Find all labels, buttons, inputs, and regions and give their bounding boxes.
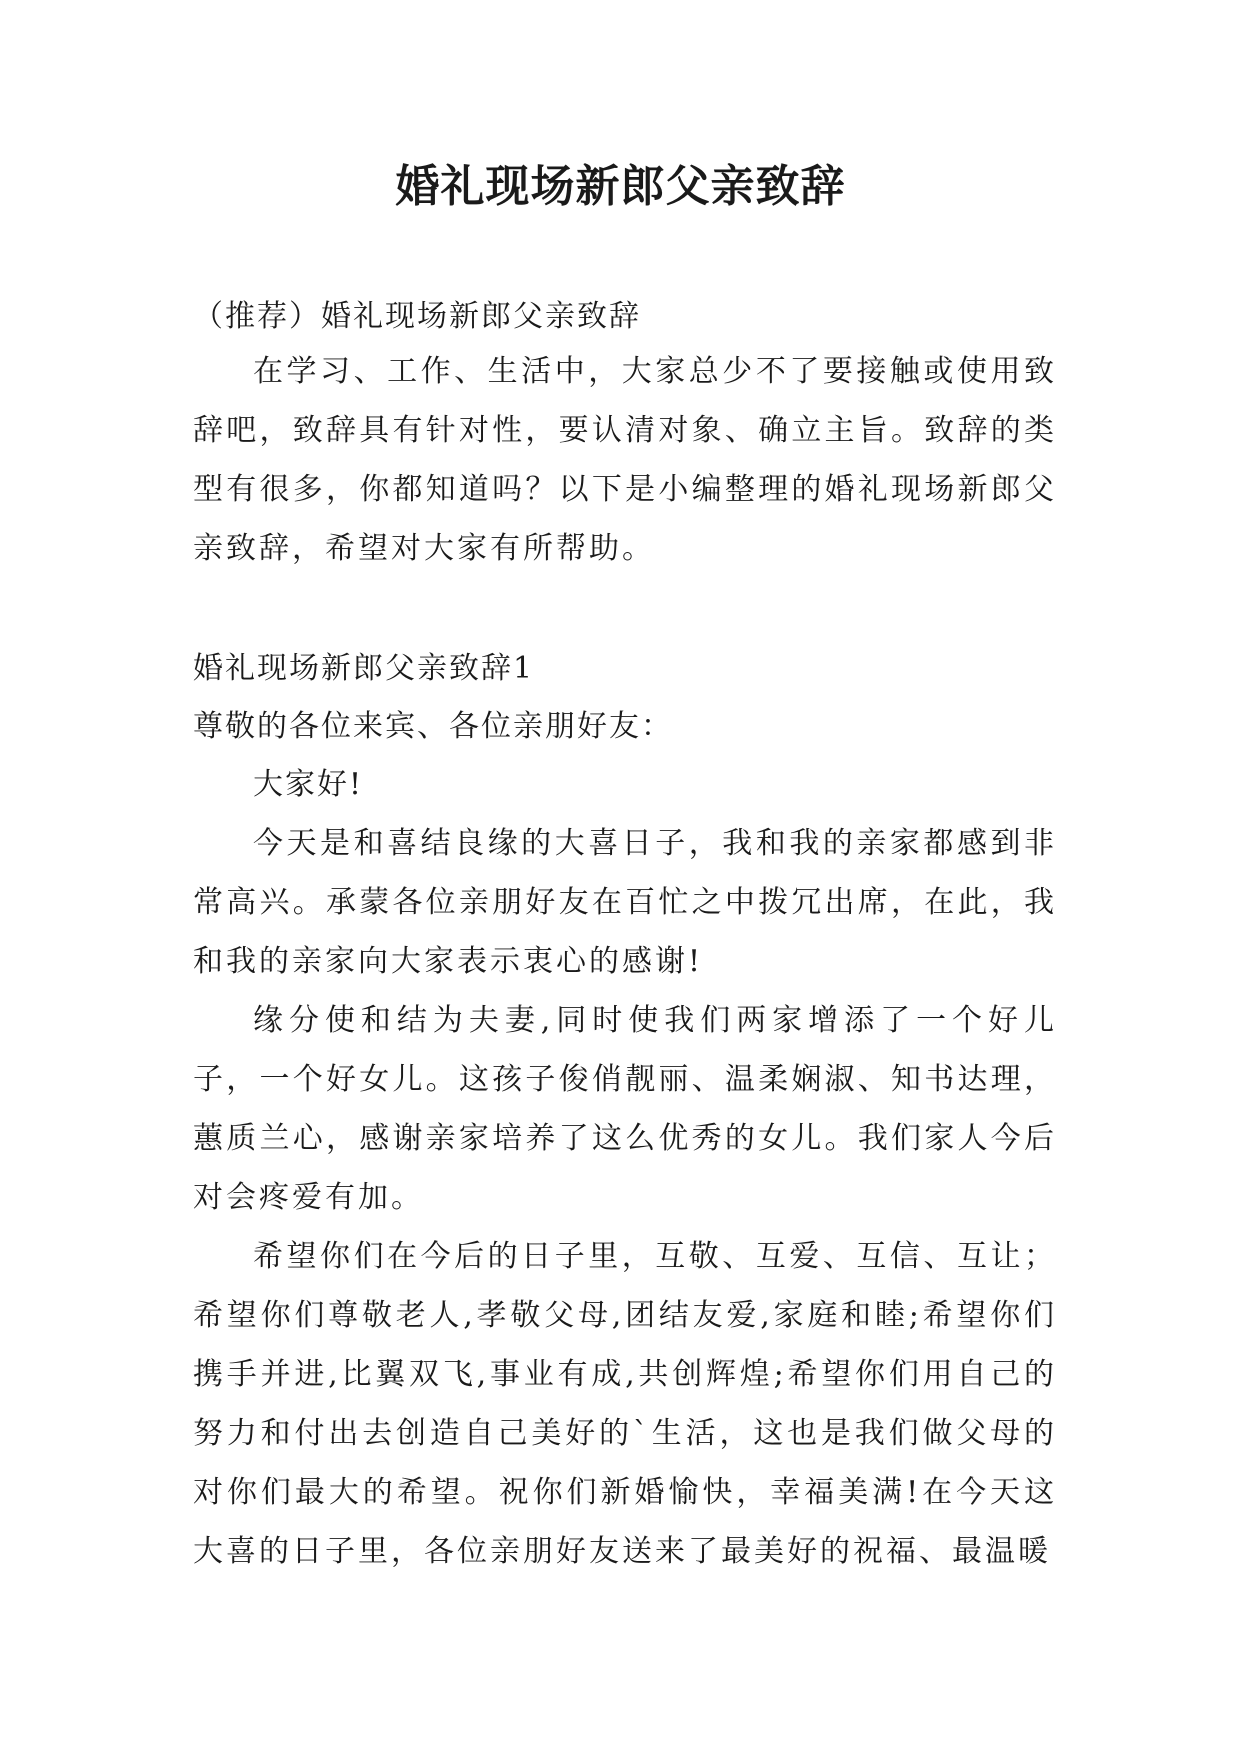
body-paragraph: 希望你们在今后的日子里，互敬、互爱、互信、互让；希望你们尊敬老人,孝敬父母,团结友爱,家庭和睦;希望你们携手并进,比翼双飞,事业有成,共创辉煌;希望你们用自己的努力和付出去创造自己美好的`生活，这也是我们做父母的对你们最大的希望。祝你们新婚愉快，幸福美满!在今天这大喜的日子里，各位亲朋好友送来了最美好的祝福、最温暖 — [193, 1239, 1057, 1569]
salutation: 尊敬的各位来宾、各位亲朋好友： — [193, 709, 673, 744]
document-body — [193, 292, 1057, 1581]
document-title: 婚礼现场新郎父亲致辞 — [395, 161, 846, 212]
section-heading: 婚礼现场新郎父亲致辞1 — [193, 651, 535, 686]
body-paragraph: 今天是和喜结良缘的大喜日子，我和我的亲家都感到非常高兴。承蒙各位亲朋好友在百忙之中拨冗出席，在此，我和我的亲家向大家表示衷心的感谢! — [193, 826, 1057, 979]
intro-paragraph: 在学习、工作、生活中，大家总少不了要接触或使用致辞吧，致辞具有针对性，要认清对象、确立主旨。致辞的类型有很多，你都知道吗？以下是小编整理的婚礼现场新郎父亲致辞，希望对大家有所帮助。 — [193, 354, 1057, 566]
greeting: 大家好! — [253, 767, 364, 802]
body-paragraph: 缘分使和结为夫妻,同时使我们两家增添了一个好儿子，一个好女儿。这孩子俊俏靓丽、温柔娴淑、知书达理，蕙质兰心，感谢亲家培养了这么优秀的女儿。我们家人今后对会疼爱有加。 — [193, 1003, 1057, 1215]
document-subtitle: （推荐）婚礼现场新郎父亲致辞 — [193, 299, 641, 334]
